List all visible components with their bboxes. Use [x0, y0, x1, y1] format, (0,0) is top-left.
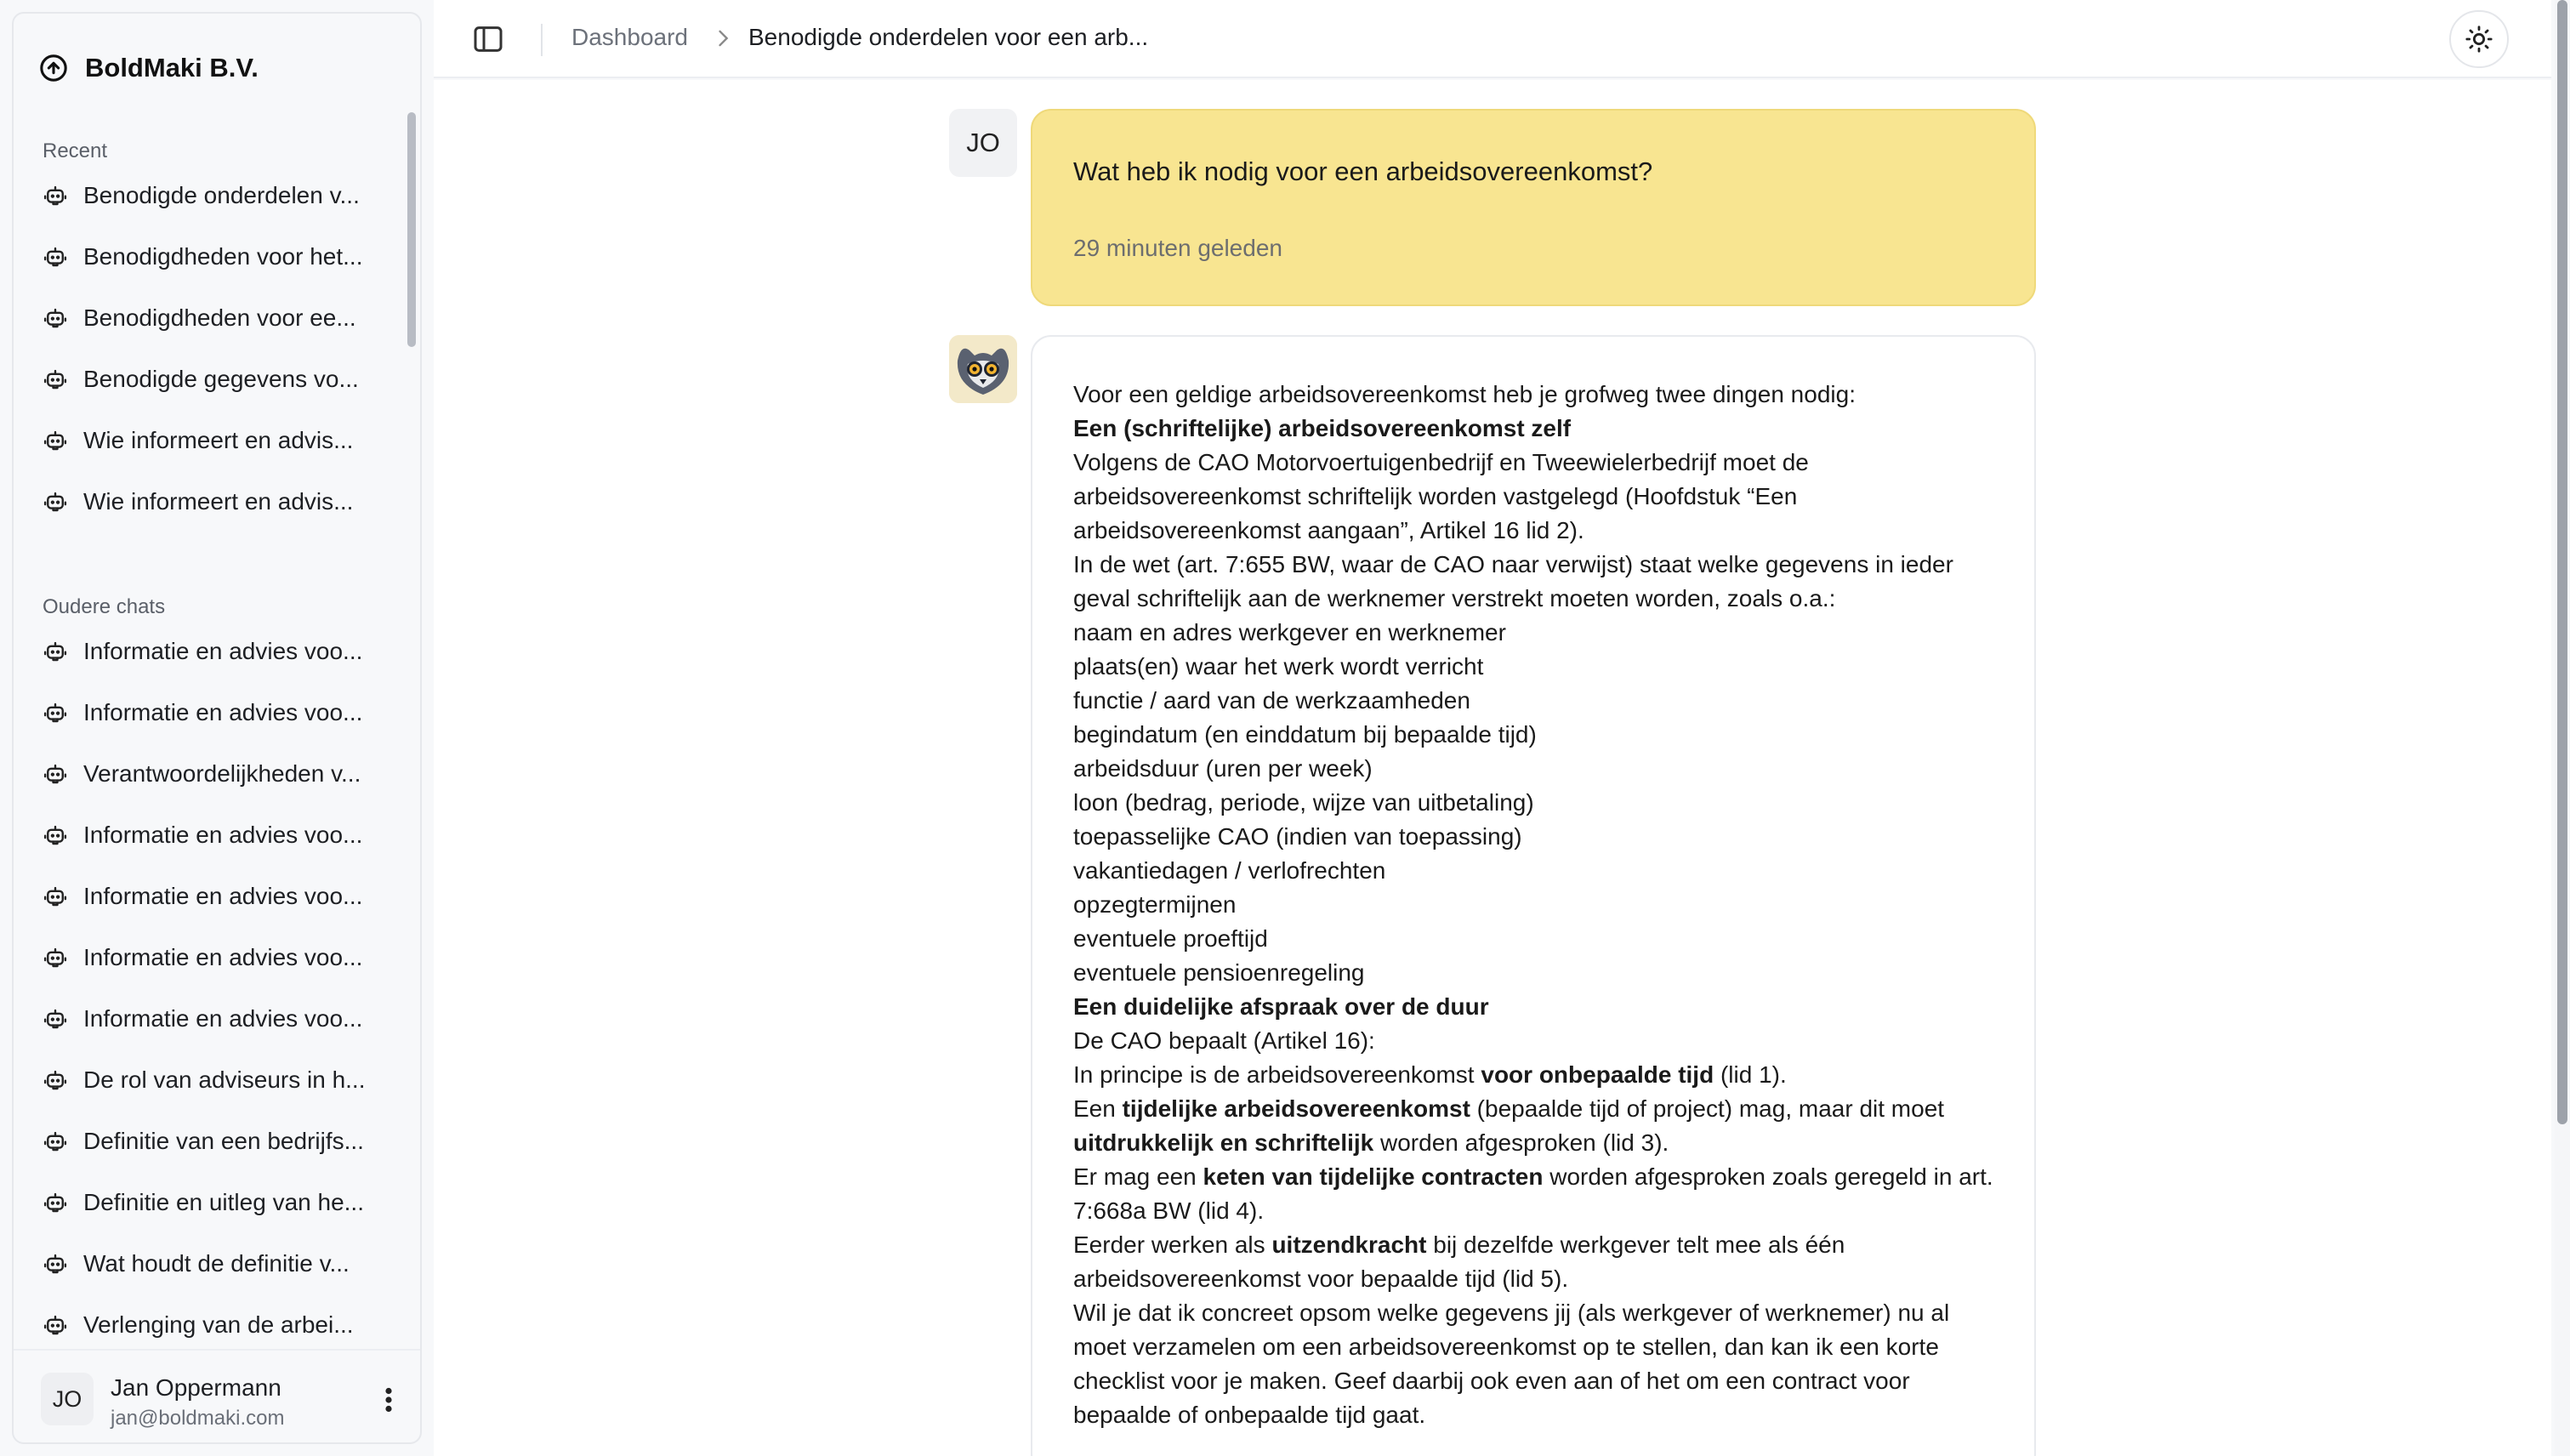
bot-icon — [43, 489, 68, 515]
bot-icon — [43, 822, 68, 848]
brand-name: BoldMaki B.V. — [85, 53, 259, 82]
main-scrollbar[interactable] — [2555, 0, 2570, 1456]
sidebar-chat-item[interactable] — [43, 689, 391, 737]
breadcrumb-current: Benodigde onderdelen voor een arb... — [748, 24, 1149, 50]
sidebar-chat-item[interactable] — [43, 750, 391, 798]
answer-text: worden afgesproken (lid 3). — [1373, 1129, 1669, 1156]
sidebar-chat-item-label: Informatie en advies voo... — [83, 944, 363, 970]
assistant-message-bubble — [1031, 335, 2036, 1456]
answer-paragraph — [1073, 786, 2009, 820]
sidebar-chat-item[interactable] — [43, 233, 391, 281]
more-vertical-icon[interactable] — [376, 1385, 401, 1415]
bot-icon — [43, 700, 68, 725]
answer-text: In principe is de arbeidsovereenkomst — [1073, 1061, 1481, 1088]
answer-text: loon (bedrag, periode, wijze van uitbetaling) — [1073, 789, 1534, 816]
answer-text: vakantiedagen / verlofrechten — [1073, 857, 1386, 884]
user-message-text: Wat heb ik nodig voor een arbeidsovereenkomst? — [1073, 156, 1653, 186]
answer-paragraph — [1073, 990, 2009, 1024]
user-email: jan@boldmaki.com — [111, 1407, 285, 1430]
sidebar-chat-item[interactable] — [43, 355, 391, 403]
bot-icon — [43, 1190, 68, 1215]
sidebar-chat-item-label: Verlenging van de arbei... — [83, 1311, 354, 1338]
sidebar-chat-item-label: Benodigdheden voor ee... — [83, 304, 356, 331]
toolbar-divider — [541, 24, 543, 56]
answer-paragraph — [1073, 446, 2009, 548]
answer-paragraph — [1073, 752, 2009, 786]
sidebar-chat-item[interactable] — [43, 1179, 391, 1226]
top-bar — [434, 0, 2551, 78]
answer-bold-text: voor onbepaalde tijd — [1481, 1061, 1714, 1088]
sidebar-chat-item[interactable] — [43, 1056, 391, 1104]
bot-icon — [43, 1129, 68, 1154]
sidebar-chat-item[interactable] — [43, 995, 391, 1043]
answer-bold-text: uitdrukkelijk en schriftelijk — [1073, 1129, 1374, 1156]
main-scrollbar-thumb[interactable] — [2557, 0, 2567, 1124]
sidebar-chat-item-label: Verantwoordelijkheden v... — [83, 760, 361, 787]
user-message-avatar: JO — [949, 109, 1017, 177]
answer-paragraph — [1073, 548, 2009, 616]
sidebar-chat-item[interactable] — [43, 294, 391, 342]
answer-paragraph — [1073, 1296, 2009, 1432]
answer-paragraph — [1073, 650, 2009, 684]
sidebar-chat-item-label: Informatie en advies voo... — [83, 699, 363, 725]
sidebar-chat-item[interactable] — [43, 172, 391, 219]
answer-text: eventuele pensioenregeling — [1073, 959, 1365, 986]
answer-bold-text: uitzendkracht — [1271, 1231, 1427, 1258]
sidebar-chat-item-label: Benodigde gegevens vo... — [83, 366, 359, 392]
bot-icon — [43, 1067, 68, 1093]
sidebar — [12, 12, 422, 1444]
answer-text: arbeidsduur (uren per week) — [1073, 755, 1373, 782]
sidebar-chat-item[interactable] — [43, 478, 391, 526]
sidebar-chat-item-label: Wie informeert en advis... — [83, 427, 354, 453]
sidebar-chat-item-label: Wat houdt de definitie v... — [83, 1250, 350, 1277]
upload-circle-icon — [39, 54, 68, 82]
sidebar-toggle-icon[interactable] — [471, 22, 505, 56]
answer-text: Wil je dat ik concreet opsom welke gegevens jij (als werkgever of werknemer) nu al moet verzamelen om een arbeidsovereenkomst op te stellen, dan kan ik een korte checklist voor je maken. Geef daarbij ook even aan of het om een contract voor bepaalde of onbepaalde tijd gaat. — [1073, 1300, 1950, 1428]
answer-bold-text: Een (schriftelijke) arbeidsovereenkomst zelf — [1073, 415, 1572, 441]
sun-icon — [2465, 25, 2493, 54]
answer-text: Volgens de CAO Motorvoertuigenbedrijf en Tweewielerbedrijf moet de arbeidsovereenkomst schriftelijk worden vastgelegd (Hoofdstuk “Een arbeidsovereenkomst aangaan”, Artikel 16 lid 2). — [1073, 449, 1809, 543]
answer-paragraph — [1073, 616, 2009, 650]
answer-text: eventuele proeftijd — [1073, 925, 1268, 952]
sidebar-chat-item-label: Wie informeert en advis... — [83, 488, 354, 515]
breadcrumb-dashboard[interactable]: Dashboard — [571, 24, 688, 50]
answer-text: Er mag een — [1073, 1163, 1203, 1190]
assistant-message-text — [1073, 378, 2009, 1432]
user-name: Jan Oppermann — [111, 1374, 281, 1401]
sidebar-chat-item-label: Informatie en advies voo... — [83, 1005, 363, 1032]
bot-icon — [43, 761, 68, 787]
sidebar-chat-item[interactable] — [43, 1301, 391, 1340]
sidebar-chat-item-label: Benodigdheden voor het... — [83, 243, 363, 270]
answer-bold-text: keten van tijdelijke contracten — [1203, 1163, 1544, 1190]
sidebar-chat-item[interactable] — [43, 1240, 391, 1288]
answer-paragraph — [1073, 1160, 2009, 1228]
answer-text: De CAO bepaalt (Artikel 16): — [1073, 1027, 1375, 1054]
bot-icon — [43, 884, 68, 909]
answer-paragraph — [1073, 854, 2009, 888]
answer-text: plaats(en) waar het werk wordt verricht — [1073, 653, 1484, 680]
sidebar-chat-item[interactable] — [43, 1118, 391, 1165]
bot-icon — [43, 945, 68, 970]
sidebar-chat-item-label: Informatie en advies voo... — [83, 638, 363, 664]
answer-text: opzegtermijnen — [1073, 891, 1237, 918]
bot-icon — [43, 244, 68, 270]
answer-paragraph — [1073, 1092, 2009, 1160]
answer-paragraph — [1073, 820, 2009, 854]
chevron-right-icon — [711, 26, 735, 51]
answer-paragraph — [1073, 1058, 2009, 1092]
sidebar-chat-item[interactable] — [43, 873, 391, 920]
bot-icon — [43, 367, 68, 392]
answer-paragraph — [1073, 956, 2009, 990]
bot-icon — [43, 639, 68, 664]
answer-text: naam en adres werkgever en werknemer — [1073, 619, 1506, 646]
answer-text: worden afgesproken zoals geregeld in art. 7:668a BW (lid 4). — [1073, 1163, 1993, 1224]
answer-text: begindatum (en einddatum bij bepaalde tijd) — [1073, 721, 1537, 748]
sidebar-chat-item[interactable] — [43, 811, 391, 859]
answer-text: (bepaalde tijd of project) mag, maar dit moet — [1470, 1095, 1945, 1122]
answer-text: Een — [1073, 1095, 1123, 1122]
sidebar-chat-item-label: Definitie van een bedrijfs... — [83, 1128, 364, 1154]
answer-text: toepasselijke CAO (indien van toepassing) — [1073, 823, 1522, 850]
bot-icon — [43, 305, 68, 331]
bot-icon — [43, 428, 68, 453]
sidebar-chat-item-label: De rol van adviseurs in h... — [83, 1066, 366, 1093]
answer-text: Voor een geldige arbeidsovereenkomst heb je grofweg twee dingen nodig: — [1073, 381, 1856, 407]
answer-paragraph — [1073, 718, 2009, 752]
answer-bold-text: Een duidelijke afspraak over de duur — [1073, 993, 1489, 1020]
older-section-label: Oudere chats — [43, 595, 166, 618]
answer-paragraph — [1073, 888, 2009, 922]
sidebar-chat-item-label: Definitie en uitleg van he... — [83, 1189, 364, 1215]
theme-toggle-button[interactable] — [2449, 10, 2509, 68]
user-message-bubble — [1031, 109, 2036, 306]
sidebar-chat-item[interactable] — [43, 628, 391, 675]
answer-paragraph — [1073, 1024, 2009, 1058]
sidebar-chat-item-label: Informatie en advies voo... — [83, 822, 363, 848]
sidebar-chat-item[interactable] — [43, 934, 391, 981]
sidebar-chat-item-label: Benodigde onderdelen v... — [83, 182, 360, 208]
answer-paragraph — [1073, 684, 2009, 718]
bot-icon — [43, 183, 68, 208]
avatar: JO — [41, 1373, 94, 1425]
bot-icon — [43, 1312, 68, 1338]
answer-paragraph — [1073, 412, 2009, 446]
answer-text: bij dezelfde werkgever telt mee als één arbeidsovereenkomst voor bepaalde tijd (lid 5). — [1073, 1231, 1845, 1292]
bot-icon — [43, 1006, 68, 1032]
lemur-avatar-icon — [949, 335, 1017, 403]
sidebar-chat-item-label: Informatie en advies voo... — [83, 883, 363, 909]
user-profile[interactable] — [14, 1349, 422, 1444]
bot-icon — [43, 1251, 68, 1277]
recent-section-label: Recent — [43, 139, 108, 162]
sidebar-chat-item[interactable] — [43, 417, 391, 464]
answer-paragraph — [1073, 922, 2009, 956]
answer-text: In de wet (art. 7:655 BW, waar de CAO naar verwijst) staat welke gegevens in ieder geval schriftelijk aan de werknemer verstrekt moeten worden, zoals o.a.: — [1073, 551, 1953, 611]
answer-text: Eerder werken als — [1073, 1231, 1272, 1258]
message-timestamp: 29 minuten geleden — [1073, 235, 1282, 261]
answer-text: (lid 1). — [1714, 1061, 1787, 1088]
brand[interactable] — [39, 51, 259, 85]
sidebar-chat-list — [14, 107, 413, 1340]
answer-bold-text: tijdelijke arbeidsovereenkomst — [1122, 1095, 1470, 1122]
answer-text: functie / aard van de werkzaamheden — [1073, 687, 1470, 714]
answer-paragraph — [1073, 378, 2009, 412]
answer-paragraph — [1073, 1228, 2009, 1296]
